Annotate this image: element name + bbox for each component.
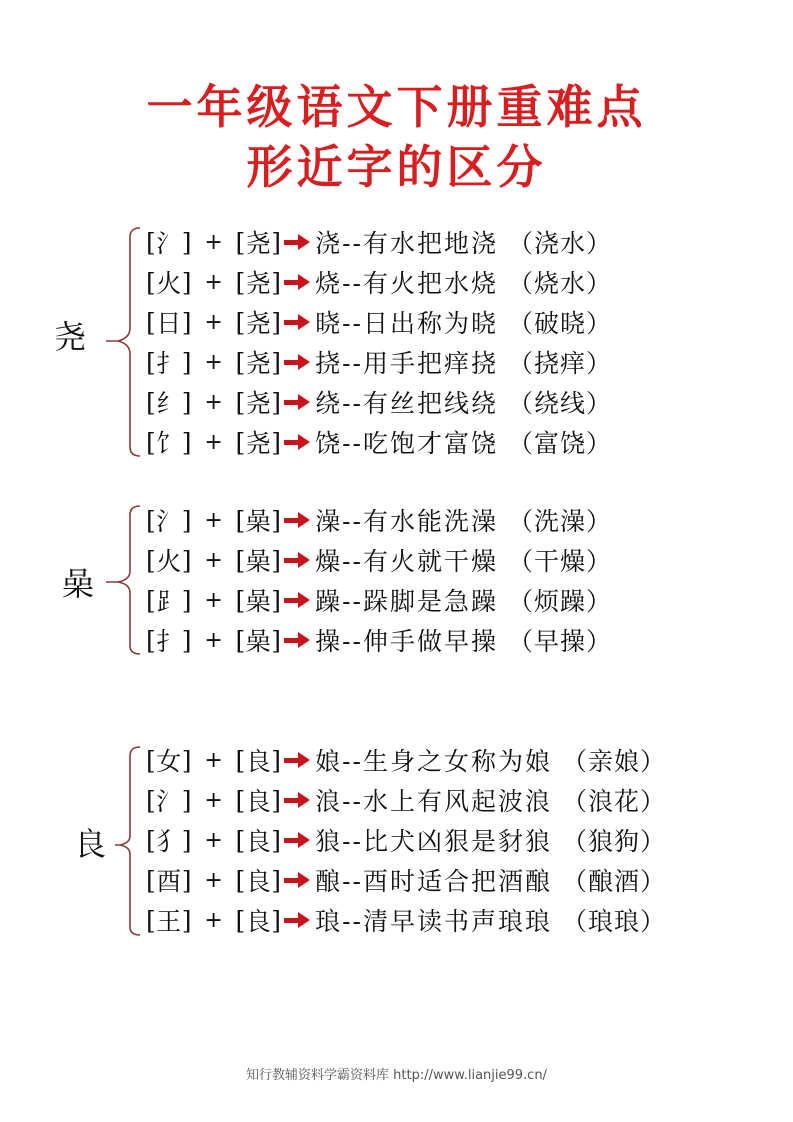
open-bracket: [ xyxy=(235,585,246,615)
mnemonic-text: --有火就干燥 xyxy=(342,547,498,576)
character-row xyxy=(146,860,666,900)
base-component: 尧 xyxy=(245,309,271,338)
close-bracket: ] xyxy=(181,585,192,615)
example-word: （早操） xyxy=(507,627,612,656)
right-arrow-icon xyxy=(283,550,313,570)
close-bracket: ] xyxy=(271,825,282,855)
character-row xyxy=(146,540,612,580)
result-character: 绕 xyxy=(315,389,343,418)
mnemonic-text: --跺脚是急躁 xyxy=(342,587,498,616)
base-component: 尧 xyxy=(245,429,271,458)
root-character: 良 xyxy=(74,825,107,863)
plus-sign: + xyxy=(204,587,223,613)
base-component: 良 xyxy=(245,827,271,856)
close-bracket: ] xyxy=(271,427,282,457)
radical: 火 xyxy=(156,547,182,576)
close-bracket: ] xyxy=(271,227,282,257)
open-bracket: [ xyxy=(146,267,156,297)
character-row xyxy=(146,222,612,262)
close-bracket: ] xyxy=(181,267,192,297)
result-character: 澡 xyxy=(315,507,343,536)
open-bracket: [ xyxy=(146,585,156,615)
radical: 扌 xyxy=(156,627,182,656)
close-bracket: ] xyxy=(271,745,282,775)
base-component: 良 xyxy=(245,787,271,816)
mnemonic-text: --吃饱才富饶 xyxy=(342,429,498,458)
character-row xyxy=(146,422,612,462)
mnemonic-text: --有丝把线绕 xyxy=(342,389,498,418)
close-bracket: ] xyxy=(271,545,282,575)
open-bracket: [ xyxy=(146,745,156,775)
example-word: （浇水） xyxy=(507,229,612,258)
right-arrow-icon xyxy=(283,590,313,610)
open-bracket: [ xyxy=(235,905,246,935)
close-bracket: ] xyxy=(181,505,192,535)
open-bracket: [ xyxy=(146,347,156,377)
plus-sign: + xyxy=(204,389,223,415)
open-bracket: [ xyxy=(235,745,246,775)
right-arrow-icon xyxy=(283,312,313,332)
open-bracket: [ xyxy=(146,545,156,575)
base-component: 良 xyxy=(245,907,271,936)
result-character: 晓 xyxy=(315,309,343,338)
mnemonic-text: --有水能洗澡 xyxy=(342,507,498,536)
radical: 火 xyxy=(156,269,182,298)
mnemonic-text: --生身之女称为娘 xyxy=(342,747,552,776)
open-bracket: [ xyxy=(235,625,246,655)
radical: 王 xyxy=(156,907,182,936)
open-bracket: [ xyxy=(146,427,156,457)
radical: 饣 xyxy=(156,429,182,458)
character-row xyxy=(146,740,666,780)
base-component: 喿 xyxy=(245,507,271,536)
close-bracket: ] xyxy=(181,905,192,935)
result-character: 琅 xyxy=(315,907,343,936)
mnemonic-text: --有水把地浇 xyxy=(342,229,498,258)
plus-sign: + xyxy=(204,867,223,893)
root-character: 尧 xyxy=(54,318,87,356)
radical: 氵 xyxy=(156,787,182,816)
close-bracket: ] xyxy=(271,785,282,815)
root-character: 喿 xyxy=(62,565,95,603)
base-component: 良 xyxy=(245,747,271,776)
result-character: 燥 xyxy=(315,547,343,576)
close-bracket: ] xyxy=(271,347,282,377)
example-word: （亲娘） xyxy=(561,747,666,776)
base-component: 喿 xyxy=(245,547,271,576)
base-component: 尧 xyxy=(245,229,271,258)
mnemonic-text: --有火把水烧 xyxy=(342,269,498,298)
result-character: 饶 xyxy=(315,429,343,458)
close-bracket: ] xyxy=(181,227,192,257)
right-arrow-icon xyxy=(283,830,313,850)
character-row xyxy=(146,780,666,820)
close-bracket: ] xyxy=(181,545,192,575)
result-character: 烧 xyxy=(315,269,343,298)
base-component: 尧 xyxy=(245,349,271,378)
right-arrow-icon xyxy=(283,510,313,530)
right-arrow-icon xyxy=(283,392,313,412)
character-row xyxy=(146,342,612,382)
open-bracket: [ xyxy=(146,905,156,935)
plus-sign: + xyxy=(204,269,223,295)
close-bracket: ] xyxy=(271,267,282,297)
character-row xyxy=(146,820,666,860)
mnemonic-text: --水上有风起波浪 xyxy=(342,787,552,816)
radical: 日 xyxy=(156,309,182,338)
plus-sign: + xyxy=(204,349,223,375)
mnemonic-text: --比犬凶狠是豺狼 xyxy=(342,827,552,856)
right-arrow-icon xyxy=(283,910,313,930)
character-row xyxy=(146,302,612,342)
mnemonic-text: --日出称为晓 xyxy=(342,309,498,338)
plus-sign: + xyxy=(204,627,223,653)
page-title: 一年级语文下册重难点 xyxy=(146,80,647,134)
open-bracket: [ xyxy=(146,825,156,855)
close-bracket: ] xyxy=(181,427,192,457)
plus-sign: + xyxy=(204,747,223,773)
mnemonic-text: --清早读书声琅琅 xyxy=(342,907,552,936)
plus-sign: + xyxy=(204,547,223,573)
open-bracket: [ xyxy=(235,545,246,575)
mnemonic-text: --用手把痒挠 xyxy=(342,349,498,378)
result-character: 酿 xyxy=(315,867,343,896)
curly-brace-icon xyxy=(104,503,144,658)
result-character: 狼 xyxy=(315,827,343,856)
close-bracket: ] xyxy=(181,745,192,775)
close-bracket: ] xyxy=(271,865,282,895)
plus-sign: + xyxy=(204,309,223,335)
character-row xyxy=(146,262,612,302)
close-bracket: ] xyxy=(271,307,282,337)
right-arrow-icon xyxy=(283,870,313,890)
radical: 氵 xyxy=(156,229,182,258)
example-word: （琅琅） xyxy=(561,907,666,936)
radical: 氵 xyxy=(156,507,182,536)
open-bracket: [ xyxy=(146,307,156,337)
radical: 犭 xyxy=(156,827,182,856)
plus-sign: + xyxy=(204,787,223,813)
close-bracket: ] xyxy=(181,307,192,337)
result-character: 浇 xyxy=(315,229,343,258)
radical: 扌 xyxy=(156,349,182,378)
close-bracket: ] xyxy=(271,905,282,935)
open-bracket: [ xyxy=(146,625,156,655)
right-arrow-icon xyxy=(283,630,313,650)
close-bracket: ] xyxy=(181,347,192,377)
open-bracket: [ xyxy=(146,505,156,535)
radical: 纟 xyxy=(156,389,182,418)
close-bracket: ] xyxy=(271,585,282,615)
open-bracket: [ xyxy=(235,427,246,457)
result-character: 娘 xyxy=(315,747,343,776)
character-row xyxy=(146,580,612,620)
right-arrow-icon xyxy=(283,750,313,770)
close-bracket: ] xyxy=(181,625,192,655)
open-bracket: [ xyxy=(146,785,156,815)
result-character: 躁 xyxy=(315,587,343,616)
character-row xyxy=(146,900,666,940)
example-word: （挠痒） xyxy=(507,349,612,378)
result-character: 浪 xyxy=(315,787,343,816)
example-word: （富饶） xyxy=(507,429,612,458)
curly-brace-icon xyxy=(114,744,144,939)
close-bracket: ] xyxy=(271,505,282,535)
curly-brace-icon xyxy=(104,225,144,460)
mnemonic-text: --酉时适合把酒酿 xyxy=(342,867,552,896)
example-word: （浪花） xyxy=(561,787,666,816)
open-bracket: [ xyxy=(235,307,246,337)
plus-sign: + xyxy=(204,907,223,933)
plus-sign: + xyxy=(204,507,223,533)
example-word: （绕线） xyxy=(507,389,612,418)
close-bracket: ] xyxy=(271,387,282,417)
radical: 女 xyxy=(156,747,182,776)
open-bracket: [ xyxy=(235,825,246,855)
plus-sign: + xyxy=(204,827,223,853)
example-word: （酿酒） xyxy=(561,867,666,896)
radical: 酉 xyxy=(156,867,182,896)
result-character: 挠 xyxy=(315,349,343,378)
right-arrow-icon xyxy=(283,272,313,292)
close-bracket: ] xyxy=(181,785,192,815)
character-row xyxy=(146,382,612,422)
example-word: （烦躁） xyxy=(507,587,612,616)
example-word: （洗澡） xyxy=(507,507,612,536)
open-bracket: [ xyxy=(146,865,156,895)
open-bracket: [ xyxy=(235,227,246,257)
close-bracket: ] xyxy=(271,625,282,655)
base-component: 尧 xyxy=(245,269,271,298)
example-word: （狼狗） xyxy=(561,827,666,856)
base-component: 喿 xyxy=(245,627,271,656)
base-component: 喿 xyxy=(245,587,271,616)
open-bracket: [ xyxy=(235,387,246,417)
mnemonic-text: --伸手做早操 xyxy=(342,627,498,656)
example-word: （干燥） xyxy=(507,547,612,576)
open-bracket: [ xyxy=(235,785,246,815)
right-arrow-icon xyxy=(283,432,313,452)
right-arrow-icon xyxy=(283,232,313,252)
close-bracket: ] xyxy=(181,865,192,895)
plus-sign: + xyxy=(204,229,223,255)
open-bracket: [ xyxy=(146,387,156,417)
result-character: 操 xyxy=(315,627,343,656)
close-bracket: ] xyxy=(181,387,192,417)
open-bracket: [ xyxy=(235,267,246,297)
right-arrow-icon xyxy=(283,352,313,372)
right-arrow-icon xyxy=(283,790,313,810)
example-word: （破晓） xyxy=(507,309,612,338)
plus-sign: + xyxy=(204,429,223,455)
base-component: 良 xyxy=(245,867,271,896)
page-subtitle: 形近字的区分 xyxy=(246,140,547,194)
open-bracket: [ xyxy=(235,347,246,377)
open-bracket: [ xyxy=(146,227,156,257)
character-row xyxy=(146,500,612,540)
open-bracket: [ xyxy=(235,865,246,895)
base-component: 尧 xyxy=(245,389,271,418)
open-bracket: [ xyxy=(235,505,246,535)
radical: ⻊ xyxy=(156,587,182,616)
close-bracket: ] xyxy=(181,825,192,855)
example-word: （烧水） xyxy=(507,269,612,298)
character-row xyxy=(146,620,612,660)
footer-watermark: 知行教辅资料学霸资料库 http://www.lianjie99.cn/ xyxy=(246,1068,547,1083)
